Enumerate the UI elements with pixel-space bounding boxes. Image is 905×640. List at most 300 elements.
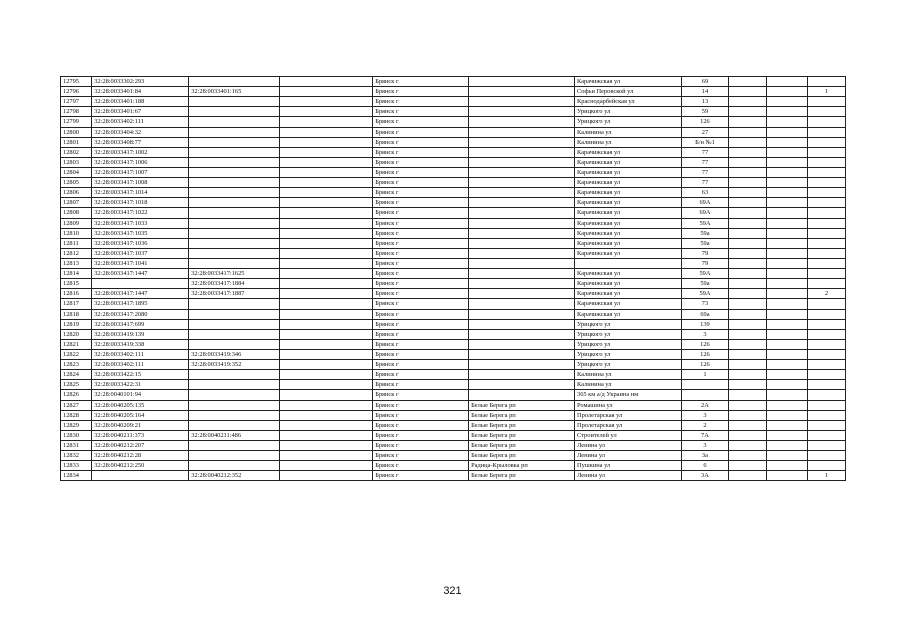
table-cell: 32:28:0033417:1014 [92,188,189,198]
table-cell [808,451,846,461]
table-cell [808,188,846,198]
table-cell: Брянск г [373,208,469,218]
table-cell [279,360,373,370]
table-cell [728,178,766,188]
table-cell: 12799 [61,117,92,127]
table-cell [279,461,373,471]
table-cell [469,228,575,238]
table-cell: Ромашина ул [575,400,682,410]
table-row [61,299,846,309]
table-cell: 12809 [61,218,92,228]
table-cell: 32:28:0033401:67 [92,107,189,117]
table-cell [766,279,807,289]
table-cell [766,188,807,198]
table-cell [189,178,279,188]
table-cell [766,107,807,117]
table-cell: 12808 [61,208,92,218]
table-cell [279,309,373,319]
table-cell: 32:28:0033417:1887 [189,289,279,299]
table-cell: Урицкого ул [575,319,682,329]
table-cell: 12832 [61,451,92,461]
table-cell: 59 [682,107,729,117]
table-cell: Ленина ул [575,471,682,481]
table-cell: 32:28:0033417:1625 [189,269,279,279]
table-cell [189,309,279,319]
table-cell: Брянск г [373,471,469,481]
table-row [61,430,846,440]
table-cell: 32:28:0033419:346 [189,349,279,359]
table-cell: 12822 [61,349,92,359]
table-cell: 7А [682,430,729,440]
table-row [61,451,846,461]
table-cell [766,157,807,167]
table-cell: Брянск г [373,178,469,188]
table-cell: Брянск г [373,198,469,208]
table-row [61,77,846,87]
table-cell [766,420,807,430]
table-cell [766,410,807,420]
table-cell [808,107,846,117]
table-cell: 3 [682,440,729,450]
table-cell: 12811 [61,238,92,248]
table-cell [279,147,373,157]
table-cell [728,269,766,279]
table-cell: 12817 [61,299,92,309]
table-cell: Брянск г [373,319,469,329]
table-cell [189,77,279,87]
table-row [61,117,846,127]
table-cell [728,188,766,198]
table-cell [279,97,373,107]
table-cell [808,329,846,339]
table-cell [189,117,279,127]
table-cell: 12820 [61,329,92,339]
table-cell [189,137,279,147]
table-cell: Брянск г [373,390,469,400]
table-cell: 12821 [61,339,92,349]
table-cell [808,461,846,471]
table-cell [469,218,575,228]
table-cell [279,238,373,248]
table-cell [279,329,373,339]
table-cell: 32:28:0033417:1036 [92,238,189,248]
table-cell [766,248,807,258]
table-cell [728,117,766,127]
table-cell [728,471,766,481]
table-cell [808,238,846,248]
table-cell: Белые Берега рп [469,440,575,450]
table-cell [189,258,279,268]
table-cell: 59А [682,289,729,299]
table-cell [766,127,807,137]
table-cell [189,208,279,218]
table-cell [469,269,575,279]
table-cell: 12829 [61,420,92,430]
table-cell: 12805 [61,178,92,188]
table-cell: Брянск г [373,97,469,107]
table-cell: Карачижская ул [575,299,682,309]
table-cell: Брянск г [373,410,469,420]
table-cell [279,319,373,329]
table-row [61,218,846,228]
table-cell: 69 [682,77,729,87]
table-cell [766,471,807,481]
table-cell: Б/н №1 [682,137,729,147]
table-cell: Карачижская ул [575,178,682,188]
table-cell [728,339,766,349]
table-cell: 12798 [61,107,92,117]
table-cell [728,410,766,420]
table-cell: Урицкого ул [575,117,682,127]
table-cell: Белые Берега рп [469,400,575,410]
table-row [61,137,846,147]
table-cell: Пролетарская ул [575,420,682,430]
table-row [61,339,846,349]
table-cell [766,430,807,440]
table-cell: Урицкого ул [575,107,682,117]
table-cell: 3 [682,410,729,420]
table-cell: 12824 [61,370,92,380]
table-cell: Брянск г [373,299,469,309]
table-cell [469,279,575,289]
table-cell: Карачижская ул [575,289,682,299]
table-row [61,87,846,97]
table-cell [728,380,766,390]
table-row [61,157,846,167]
table-cell: Карачижская ул [575,228,682,238]
table-cell [766,238,807,248]
table-cell [766,289,807,299]
table-cell [766,137,807,147]
table-cell: 12823 [61,360,92,370]
table-cell [189,339,279,349]
table-cell: 12827 [61,400,92,410]
table-cell: 1 [808,471,846,481]
table-cell [728,461,766,471]
table-cell: 69А [682,208,729,218]
table-cell [189,147,279,157]
table-cell: 2А [682,400,729,410]
table-cell: Краснодарбейская ул [575,97,682,107]
table-cell [766,167,807,177]
table-cell: 63 [682,188,729,198]
table-cell [279,269,373,279]
table-cell: 79 [682,258,729,268]
table-cell [279,440,373,450]
table-cell: Карачижская ул [575,248,682,258]
table-cell [469,208,575,218]
table-cell [728,440,766,450]
table-row [61,279,846,289]
table-cell: 32:28:0033419:338 [92,339,189,349]
table-row [61,228,846,238]
table-row [61,360,846,370]
table-cell: Брянск г [373,238,469,248]
table-cell [279,117,373,127]
table-cell [808,319,846,329]
table-row [61,410,846,420]
table-cell: 32:28:0033417:1006 [92,157,189,167]
table-cell: 12813 [61,258,92,268]
table-cell [189,248,279,258]
table-cell: 32:28:0033402:111 [92,360,189,370]
table-cell [808,147,846,157]
table-cell [279,167,373,177]
table-cell [189,390,279,400]
table-cell [189,97,279,107]
table-cell: Брянск г [373,157,469,167]
table-cell: Брянск г [373,430,469,440]
table-cell [682,390,729,400]
table-cell: 32:28:0040212:352 [189,471,279,481]
table-row [61,380,846,390]
table-cell: 2 [682,420,729,430]
table-cell [469,97,575,107]
table-cell [808,167,846,177]
table-cell [766,97,807,107]
table-cell: Брянск г [373,137,469,147]
table-cell: Брянск г [373,279,469,289]
table-cell: Брянск г [373,380,469,390]
table-cell [469,360,575,370]
table-cell [808,400,846,410]
table-cell: Ленина ул [575,451,682,461]
table-cell [766,451,807,461]
table-cell [469,238,575,248]
table-row [61,420,846,430]
table-cell [279,127,373,137]
table-cell: 365 км а/д Украина нм [575,390,682,400]
table-cell: 12833 [61,461,92,471]
table-cell [808,299,846,309]
table-cell [279,208,373,218]
table-cell: Ленина ул [575,440,682,450]
table-cell: 32:28:0033417:1033 [92,218,189,228]
table-cell: 32:28:0040211:486 [189,430,279,440]
table-cell [189,400,279,410]
table-cell: Брянск г [373,127,469,137]
table-cell: 126 [682,339,729,349]
table-cell [766,178,807,188]
table-cell: Брянск г [373,360,469,370]
table-cell: Брянск г [373,461,469,471]
table-cell [469,87,575,97]
table-cell: 3 [682,329,729,339]
table-cell [279,188,373,198]
table-row [61,329,846,339]
table-cell [808,339,846,349]
table-cell [766,258,807,268]
table-cell: 32:28:0033417:1035 [92,228,189,238]
table-cell [279,400,373,410]
table-cell: 32:28:0033417:1018 [92,198,189,208]
table-cell [766,339,807,349]
table-cell: 32:28:0033422:15 [92,370,189,380]
table-cell [279,410,373,420]
table-cell [808,208,846,218]
table-cell: Брянск г [373,451,469,461]
table-cell: 32:28:0040211:373 [92,430,189,440]
table-cell [728,238,766,248]
table-row [61,248,846,258]
table-cell [728,451,766,461]
table-row [61,107,846,117]
table-cell: Брянск г [373,370,469,380]
table-cell [766,370,807,380]
table-cell: Брянск г [373,329,469,339]
table-cell: 32:28:0033417:1022 [92,208,189,218]
table-cell [279,339,373,349]
table-cell: Карачижская ул [575,309,682,319]
table-cell: Карачижская ул [575,279,682,289]
table-cell [808,370,846,380]
table-cell [728,400,766,410]
register-table [60,76,846,481]
table-row [61,400,846,410]
table-cell: Карачижская ул [575,238,682,248]
table-row [61,208,846,218]
table-cell [766,319,807,329]
table-cell [808,77,846,87]
table-cell [728,430,766,440]
table-cell [469,380,575,390]
table-cell: 32:28:0033417:1008 [92,178,189,188]
table-cell [766,198,807,208]
table-row [61,167,846,177]
table-row [61,147,846,157]
table-cell [808,380,846,390]
table-cell: Карачижская ул [575,269,682,279]
table-cell: 12831 [61,440,92,450]
table-cell [189,410,279,420]
table-cell [469,319,575,329]
table-row [61,97,846,107]
table-cell [189,370,279,380]
table-cell: 14 [682,87,729,97]
table-cell [766,461,807,471]
table-cell [189,198,279,208]
table-cell: 32:28:0033417:1037 [92,248,189,258]
table-cell: 126 [682,360,729,370]
table-cell: 32:28:0033417:1895 [92,299,189,309]
table-cell [189,107,279,117]
table-cell: Пушкина ул [575,461,682,471]
table-cell: 12834 [61,471,92,481]
table-cell [189,157,279,167]
table-cell: 32:28:0033404:32 [92,127,189,137]
table-cell: 12814 [61,269,92,279]
table-cell [766,269,807,279]
table-cell [189,218,279,228]
table-cell: Карачижская ул [575,157,682,167]
table-cell [808,420,846,430]
table-cell [808,157,846,167]
table-cell [766,299,807,309]
table-cell [469,178,575,188]
table-cell [766,87,807,97]
table-cell: 77 [682,147,729,157]
table-cell [728,218,766,228]
table-cell: Белые Берега рп [469,410,575,420]
table-cell: Брянск г [373,77,469,87]
table-cell [808,349,846,359]
table-cell: Брянск г [373,87,469,97]
table-cell: 32:28:0033401:188 [92,97,189,107]
table-cell: Софьи Перовской ул [575,87,682,97]
table-cell [189,440,279,450]
table-cell: 32:28:0033422:31 [92,380,189,390]
table-row [61,370,846,380]
table-cell [766,147,807,157]
table-cell [189,127,279,137]
table-cell: 59а [682,279,729,289]
table-row [61,349,846,359]
table-cell: 12819 [61,319,92,329]
table-cell: 1 [682,370,729,380]
table-cell [808,218,846,228]
table-cell [469,370,575,380]
table-cell [279,137,373,147]
table-cell [766,117,807,127]
table-cell: 12830 [61,430,92,440]
table-cell: Урицкого ул [575,360,682,370]
table-cell [728,420,766,430]
table-cell: 69а [682,309,729,319]
table-row [61,238,846,248]
table-cell: Калинина ул [575,127,682,137]
table-cell [469,289,575,299]
table-cell: Брянск г [373,258,469,268]
table-cell: Пролетарская ул [575,410,682,420]
table-cell [766,380,807,390]
table-cell [808,127,846,137]
table-cell: 32:28:0033417:1041 [92,258,189,268]
table-cell [728,289,766,299]
table-row [61,390,846,400]
table-cell: Брянск г [373,400,469,410]
table-cell: 12828 [61,410,92,420]
table-cell: 12816 [61,289,92,299]
table-cell: 32:28:0033401:84 [92,87,189,97]
table-cell: Карачижская ул [575,208,682,218]
table-row [61,461,846,471]
table-cell: Брянск г [373,309,469,319]
table-cell [808,97,846,107]
table-cell [808,117,846,127]
table-cell: Урицкого ул [575,349,682,359]
table-cell [682,380,729,390]
table-cell [279,420,373,430]
table-cell [808,430,846,440]
table-cell [469,167,575,177]
table-cell: Брянск г [373,289,469,299]
table-row [61,269,846,279]
table-cell [575,258,682,268]
table-cell [728,147,766,157]
table-cell: Калинина ул [575,137,682,147]
table-cell [189,420,279,430]
table-cell [279,390,373,400]
table-cell: 32:28:0033417:699 [92,319,189,329]
table-cell: Белые Берега рп [469,430,575,440]
table-cell: 32:28:0040212:207 [92,440,189,450]
table-cell [469,107,575,117]
table-row [61,309,846,319]
table-cell: 12825 [61,380,92,390]
table-cell: Брянск г [373,147,469,157]
table-cell [189,380,279,390]
table-cell [469,157,575,167]
